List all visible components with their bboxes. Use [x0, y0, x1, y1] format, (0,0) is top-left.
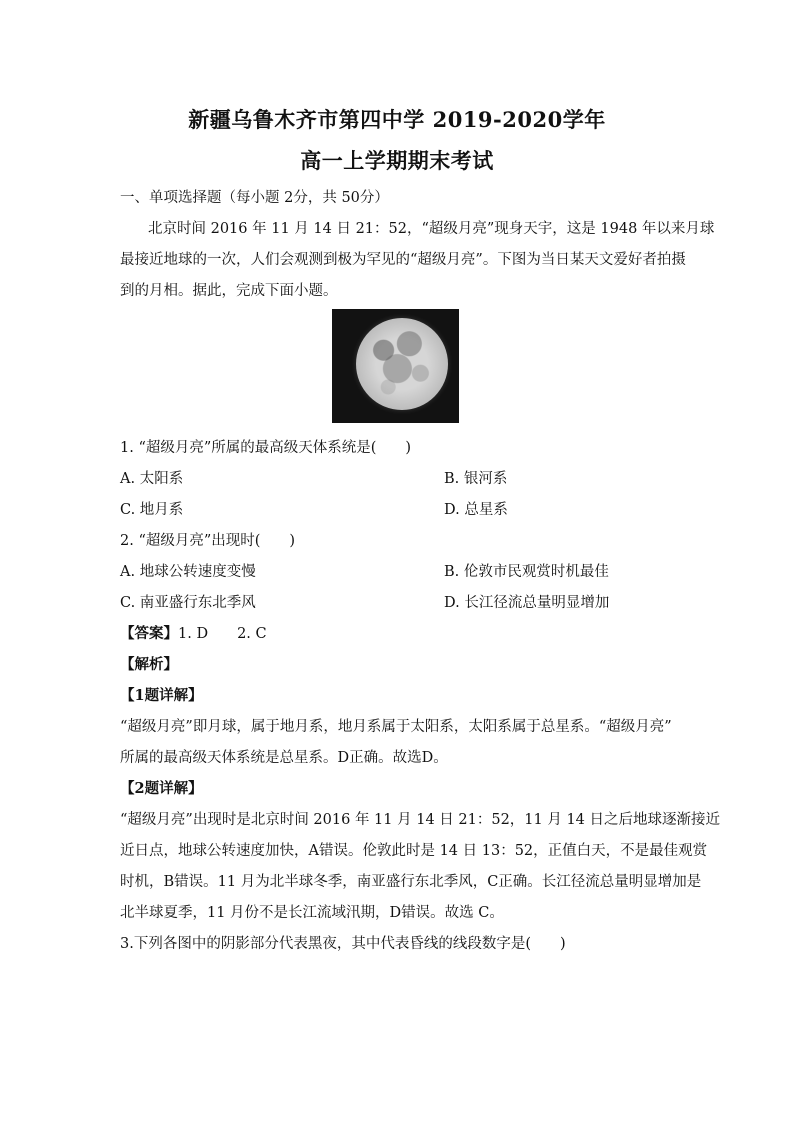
question-2-option-b: B. 伦敦市民观赏时机最佳: [444, 564, 609, 580]
q2-detail-line: 近日点，地球公转速度加快，A错误。伦敦此时是 14 日 13：52，正值白天，不是最佳观赏: [120, 843, 708, 859]
answer-line: [120, 622, 267, 643]
answer-label: 【答案】: [120, 625, 178, 642]
question-2-stem: 2. “超级月亮”出现时( ): [120, 533, 296, 549]
question-2-option-a: A. 地球公转速度变慢: [120, 564, 256, 580]
question-2-option-d: D. 长江径流总量明显增加: [444, 595, 610, 611]
question-1-option-a: A. 太阳系: [120, 471, 184, 487]
question-1-stem: 1. “超级月亮”所属的最高级天体系统是( ): [120, 440, 412, 456]
q1-detail-line: “超级月亮”即月球，属于地月系，地月系属于太阳系，太阳系属于总星系。“超级月亮”: [120, 719, 672, 735]
question-3-stem: 3.下列各图中的阴影部分代表黑夜，其中代表昏线的线段数字是( ): [120, 936, 566, 952]
question-1-option-b: B. 银河系: [444, 471, 508, 487]
moon-image: [356, 318, 448, 410]
q2-detail-line: 北半球夏季，11 月份不是长江流域汛期，D错误。故选 C。: [120, 905, 504, 921]
exam-title-line2: 高一上学期期末考试: [300, 148, 494, 173]
question-1-option-c: C. 地月系: [120, 502, 184, 518]
q2-detail-line: 时机，B错误。11 月为北半球冬季，南亚盛行东北季风，C正确。长江径流总量明显增加是: [120, 874, 702, 890]
passage-line: 北京时间 2016 年 11 月 14 日 21：52，“超级月亮”现身天宇，这是 1948 年以来月球: [148, 221, 715, 237]
q1-detail-line: 所属的最高级天体系统是总星系。D正确。故选D。: [120, 750, 448, 766]
q1-detail-heading: 【1题详解】: [120, 687, 203, 704]
exam-title-line1: 新疆乌鲁木齐市第四中学 2019-2020学年: [188, 107, 606, 132]
passage-line: 最接近地球的一次，人们会观测到极为罕见的“超级月亮”。下图为当日某天文爱好者拍摄: [120, 252, 686, 268]
section-heading: 一、单项选择题（每小题 2分，共 50分）: [120, 190, 389, 206]
q2-detail-heading: 【2题详解】: [120, 780, 203, 797]
analysis-heading: 【解析】: [120, 656, 178, 673]
q2-detail-line: “超级月亮”出现时是北京时间 2016 年 11 月 14 日 21：52，11 月 14 日之后地球逐渐接近: [120, 812, 721, 828]
passage-line: 到的月相。据此，完成下面小题。: [120, 283, 338, 299]
moon-photo: [332, 309, 459, 423]
question-2-option-c: C. 南亚盛行东北季风: [120, 595, 256, 611]
answer-text: 1. D 2. C: [178, 626, 267, 642]
question-1-option-d: D. 总星系: [444, 502, 508, 518]
